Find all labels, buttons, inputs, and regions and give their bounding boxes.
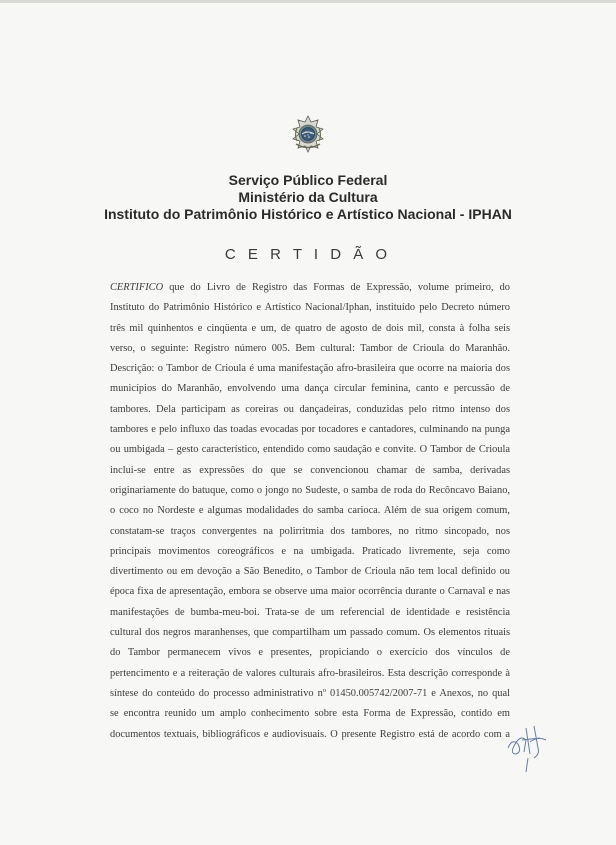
body-line: pertencimento e a reiteração de valores culturais afro-brasileiros. Esta descrição corresponde à (110, 667, 510, 679)
body-line: três mil quinhentos e cinqüenta e um, de quatro de agosto de dois mil, consta à folha seis (110, 322, 510, 334)
body-line: ou umbigada – gesto característico, entendido como saudação e convite. O Tambor de Crioula (110, 444, 510, 456)
body-line: Instituto do Patrimônio Histórico e Artístico Nacional/Iphan, instituído pelo Decreto número (110, 302, 510, 314)
body-line: tambores e pelo influxo das toadas evocadas por tocadores e cantadores, culminando na punga (110, 424, 510, 436)
body-line: se encontra reunido um amplo conhecimento sobre esta Forma de Expressão, contido em (110, 708, 510, 720)
body-line: principais movimentos coreográficos e na umbigada. Praticado livremente, seja como (110, 545, 510, 557)
coat-of-arms-icon (288, 114, 328, 154)
page-title: C E R T I D Ã O (224, 246, 392, 263)
body-line: originariamente do batuque, como o jongo no Sudeste, o samba de roda do Recôncavo Baiano, (110, 484, 510, 496)
letterhead-line-institute: Instituto do Patrimônio Histórico e Artístico Nacional - IPHAN (104, 206, 512, 222)
body-line: Descrição: o Tambor de Crioula é uma manifestação afro-brasileira que ocorre na maioria dos (110, 363, 510, 375)
letterhead (0, 172, 616, 223)
letterhead-line-ministry: Ministério da Cultura (238, 189, 378, 205)
body-line: tambores. Dela participam as coreiras ou dançadeiras, conduzidas pelo ritmo intenso dos (110, 403, 510, 415)
signature-mark (504, 718, 550, 774)
lead-word: CERTIFICO (110, 282, 164, 293)
page-edge (0, 0, 616, 3)
letterhead-line-service: Serviço Público Federal (228, 172, 388, 188)
certificate-body (110, 278, 510, 745)
body-line: do Tambor permanecem vivos e presentes, propiciando o exercício dos vínculos de (110, 647, 510, 659)
body-line: inclui-se entre as expressões do que se convencionou chamar de samba, derivadas (110, 464, 510, 476)
body-line: constatam-se traços convergentes na polirritmia dos tambores, no ritmo sincopado, nos (110, 525, 510, 537)
body-line: verso, o seguinte: Registro número 005. Bem cultural: Tambor de Crioula do Maranhão. (110, 342, 510, 354)
body-line: síntese do conteúdo do processo administrativo nº 01450.005742/2007-71 e Anexos, no qual (110, 687, 510, 699)
body-line: divertimento ou em devoção a São Benedito, o Tambor de Crioula não tem local definido ou (110, 566, 510, 578)
body-line: época fixa de apresentação, embora se observe uma maior ocorrência durante o Carnaval e nas (110, 586, 510, 598)
body-line: municípios do Maranhão, envolvendo uma dança circular feminina, canto e percussão de (110, 383, 510, 395)
body-line: manifestações de bumba-meu-boi. Trata-se de um referencial de identidade e resistência (110, 606, 510, 618)
body-line (110, 278, 510, 298)
body-line-text: que do Livro de Registro das Formas de Expressão, volume primeiro, do (163, 282, 510, 293)
body-line: o coco no Nordeste e algumas modalidades do samba carioca. Além de sua origem comum, (110, 505, 510, 517)
body-line: cultural dos negros maranhenses, que compartilham um passado comum. Os elementos rituais (110, 627, 510, 639)
body-line: documentos textuais, bibliográficos e audiovisuais. O presente Registro está de acordo com a (110, 728, 510, 740)
